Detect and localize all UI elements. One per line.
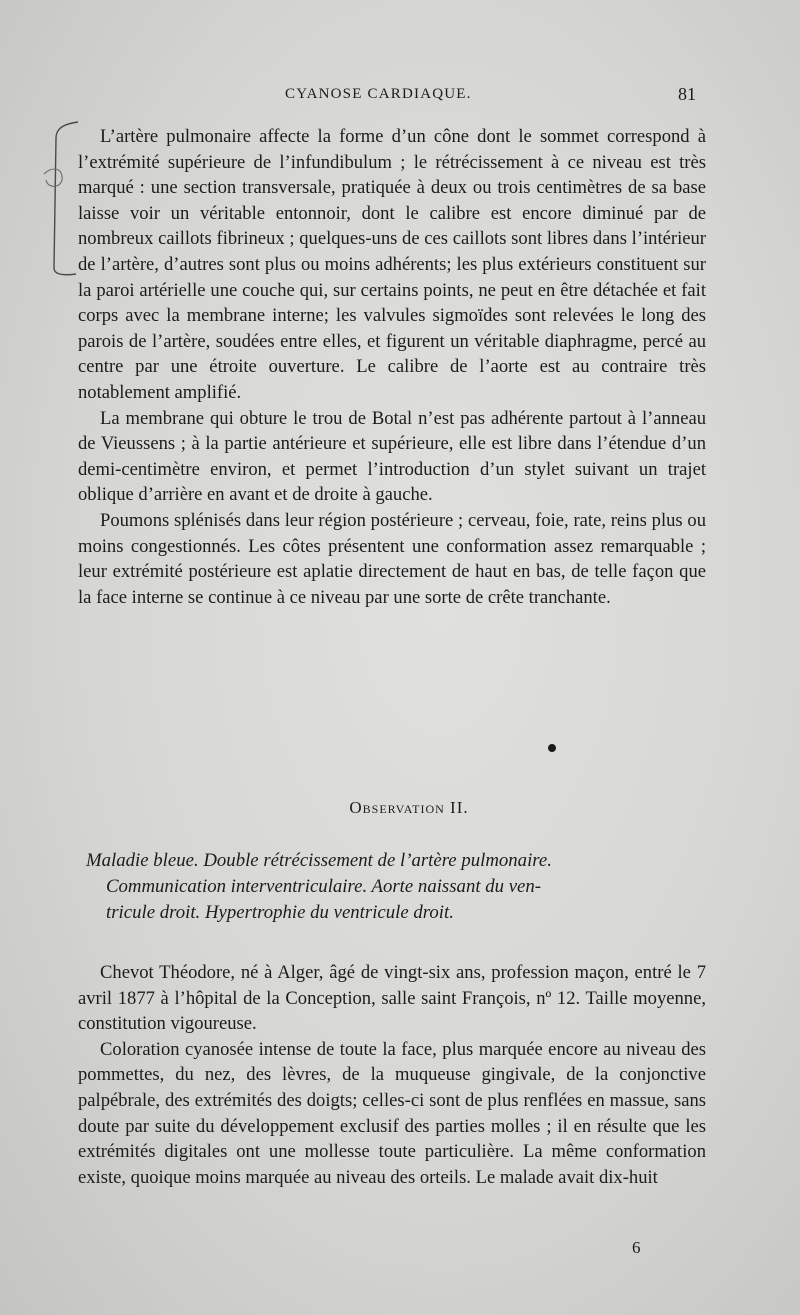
paragraph: Poumons splénisés dans leur région postérieure ; cerveau, foie, rate, reins plus ou moins congestionnés. Les côtes présentent une conformation assez remarquable ; leur extrémité postérieure est aplatie directement de haut en bas, de telle façon que la face interne se continue à ce niveau par une sorte de crête tranchante. <box>78 509 706 608</box>
signature-folio: 6 <box>632 1238 641 1257</box>
summary-line: Maladie bleue. Double rétrécissement de l’artère pulmonaire. <box>86 850 552 871</box>
page-header <box>0 86 800 110</box>
paragraph: La membrane qui obture le trou de Botal n’est pas adhérente partout à l’anneau de Vieussens ; à la partie antérieure et supérieure, elle est libre dans l’étendue d’un demi-centimètre environ, et permet l’introduction d’un stylet suivant un trajet oblique d’arrière en avant et de droite à gauche. <box>78 407 706 506</box>
case-description-continued <box>78 124 706 610</box>
paragraph: L’artère pulmonaire affecte la forme d’un cône dont le sommet correspond à l’extrémité supérieure de l’infundibulum ; le rétrécissement à ce niveau est très marqué : une section transversale, pratiquée à deux ou trois centimètres de sa base laisse voir un véritable entonnoir, dont le calibre est encore diminué par de nombreux caillots fibrineux ; quelques-uns de ces caillots sont libres dans l’intérieur de l’artère, d’autres sont plus ou moins adhérents; les plus extérieurs constituent sur la paroi artérielle une couche qui, sur certains points, ne peut en être détachée et fait corps avec la membrane interne; les valvules sigmoïdes sont relevées le long des parois de l’artère, soudées entre elles, et figurent un véritable diaphragme, percé au centre par une étroite ouverture. Le calibre de l’aorte est au contraire très notablement amplifié. <box>78 126 706 403</box>
page-number: 81 <box>678 84 696 104</box>
running-title: CYANOSE CARDIAQUE. <box>285 86 472 102</box>
observation-summary <box>86 848 708 926</box>
paragraph: Chevot Théodore, né à Alger, âgé de vingt-six ans, profession maçon, entré le 7 avril 1877 à l’hôpital de la Conception, salle saint François, nº 12. Taille moyenne, constitution vigoureuse. <box>78 962 706 1035</box>
observation-text <box>78 960 706 1190</box>
paragraph: Coloration cyanosée intense de toute la face, plus marquée encore au niveau des pommettes, du nez, des lèvres, de la muqueuse gingivale, de la conjonctive palpébrale, des extrémités des doigts; celles-ci sont de plus renflées en massue, sans doute par suite du développement exclusif des parties molles ; il en résulte que les extrémités digitales ont une mollesse toute particulière. La même conformation existe, quoique moins marquée au niveau des orteils. Le malade avait dix-huit <box>78 1038 706 1188</box>
summary-line: tricule droit. Hypertrophie du ventricule droit. <box>106 902 454 923</box>
ink-spot <box>548 744 556 752</box>
observation-heading: Observation II. <box>349 798 469 817</box>
pencil-margin-bracket <box>40 118 80 278</box>
summary-line: Communication interventriculaire. Aorte naissant du ven- <box>106 876 542 897</box>
